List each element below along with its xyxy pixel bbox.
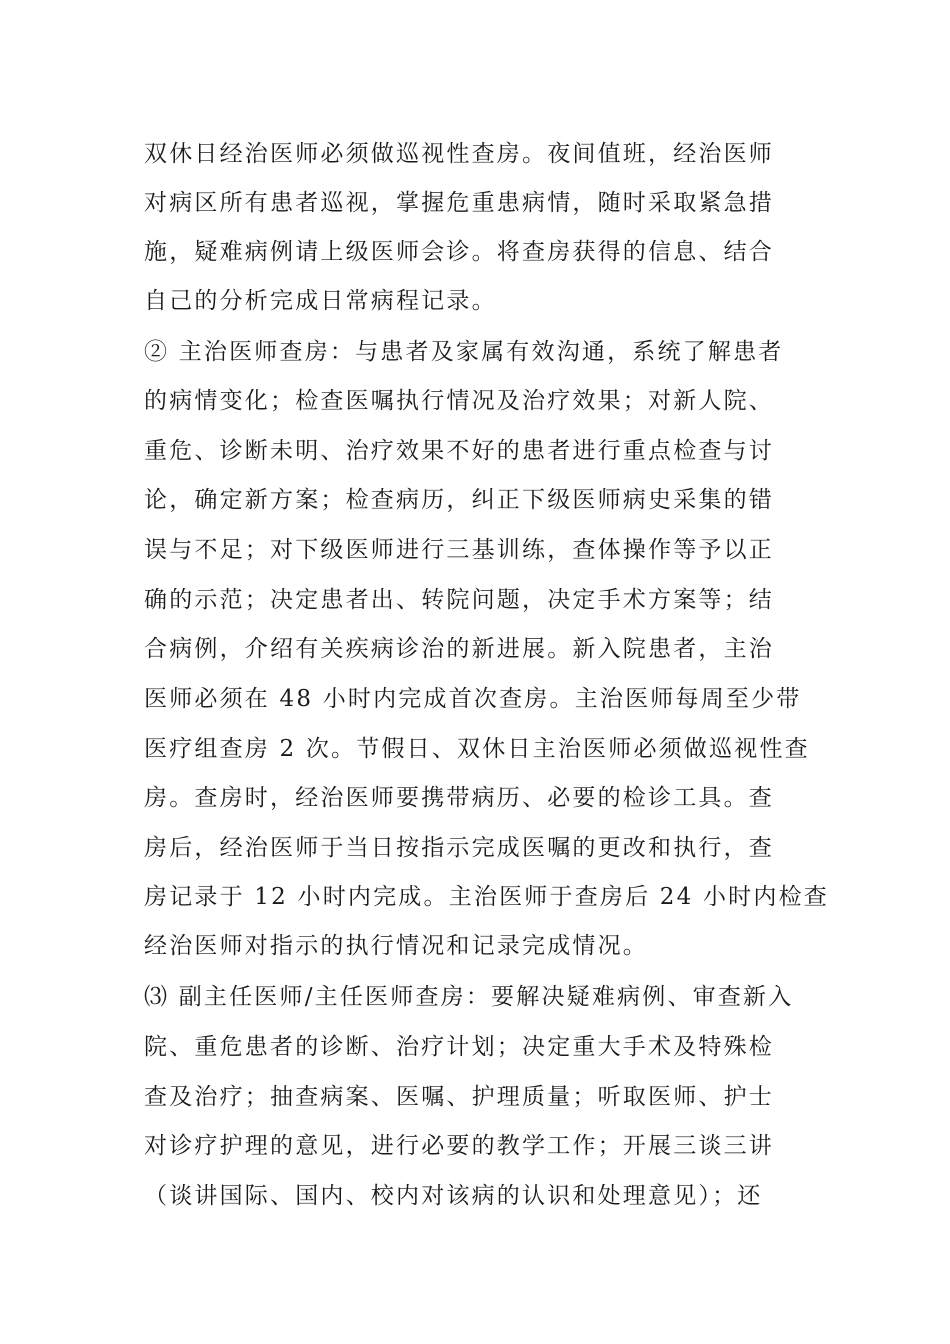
text-line: 房后，经治医师于当日按指示完成医嘱的更改和执行，查	[144, 835, 774, 861]
text-line: 房记录于 12 小时内完成。主治医师于查房后 24 小时内检查	[144, 884, 829, 910]
text-line: 确的示范；决定患者出、转院问题，决定手术方案等；结	[144, 587, 774, 613]
text-line: 误与不足；对下级医师进行三基训练，查体操作等予以正	[144, 537, 774, 563]
text-line: 重危、诊断未明、治疗效果不好的患者进行重点检查与讨	[144, 438, 774, 464]
text-line: 查及治疗；抽查病案、医嘱、护理质量；听取医师、护士	[144, 1084, 774, 1110]
text-line: 医师必须在 48 小时内完成首次查房。主治医师每周至少带	[144, 686, 802, 712]
text-line: （谈讲国际、国内、校内对该病的认识和处理意见）；还	[144, 1183, 763, 1209]
text-line: 房。查房时，经治医师要携带病历、必要的检诊工具。查	[144, 785, 774, 811]
text-line: 施，疑难病例请上级医师会诊。将查房获得的信息、结合	[144, 239, 774, 265]
text-line: ② 主治医师查房：与患者及家属有效沟通，系统了解患者	[144, 339, 784, 365]
text-line: ⑶ 副主任医师/主任医师查房：要解决疑难病例、审查新入	[144, 984, 794, 1010]
text-line: 论，确定新方案；检查病历，纠正下级医师病史采集的错	[144, 487, 774, 513]
text-line: 自己的分析完成日常病程记录。	[144, 288, 497, 314]
text-line: 双休日经治医师必须做巡视性查房。夜间值班，经治医师	[144, 141, 774, 167]
text-line: 经治医师对指示的执行情况和记录完成情况。	[144, 933, 648, 959]
text-line: 合病例，介绍有关疾病诊治的新进展。新入院患者，主治	[144, 636, 774, 662]
text-line: 的病情变化；检查医嘱执行情况及治疗效果；对新人院、	[144, 388, 774, 414]
text-line: 对诊疗护理的意见，进行必要的教学工作；开展三谈三讲	[144, 1133, 774, 1159]
text-line: 对病区所有患者巡视，掌握危重患病情，随时采取紧急措	[144, 190, 774, 216]
text-line: 院、重危患者的诊断、治疗计划；决定重大手术及特殊检	[144, 1034, 774, 1060]
text-line: 医疗组查房 2 次。节假日、双休日主治医师必须做巡视性查	[144, 736, 810, 762]
